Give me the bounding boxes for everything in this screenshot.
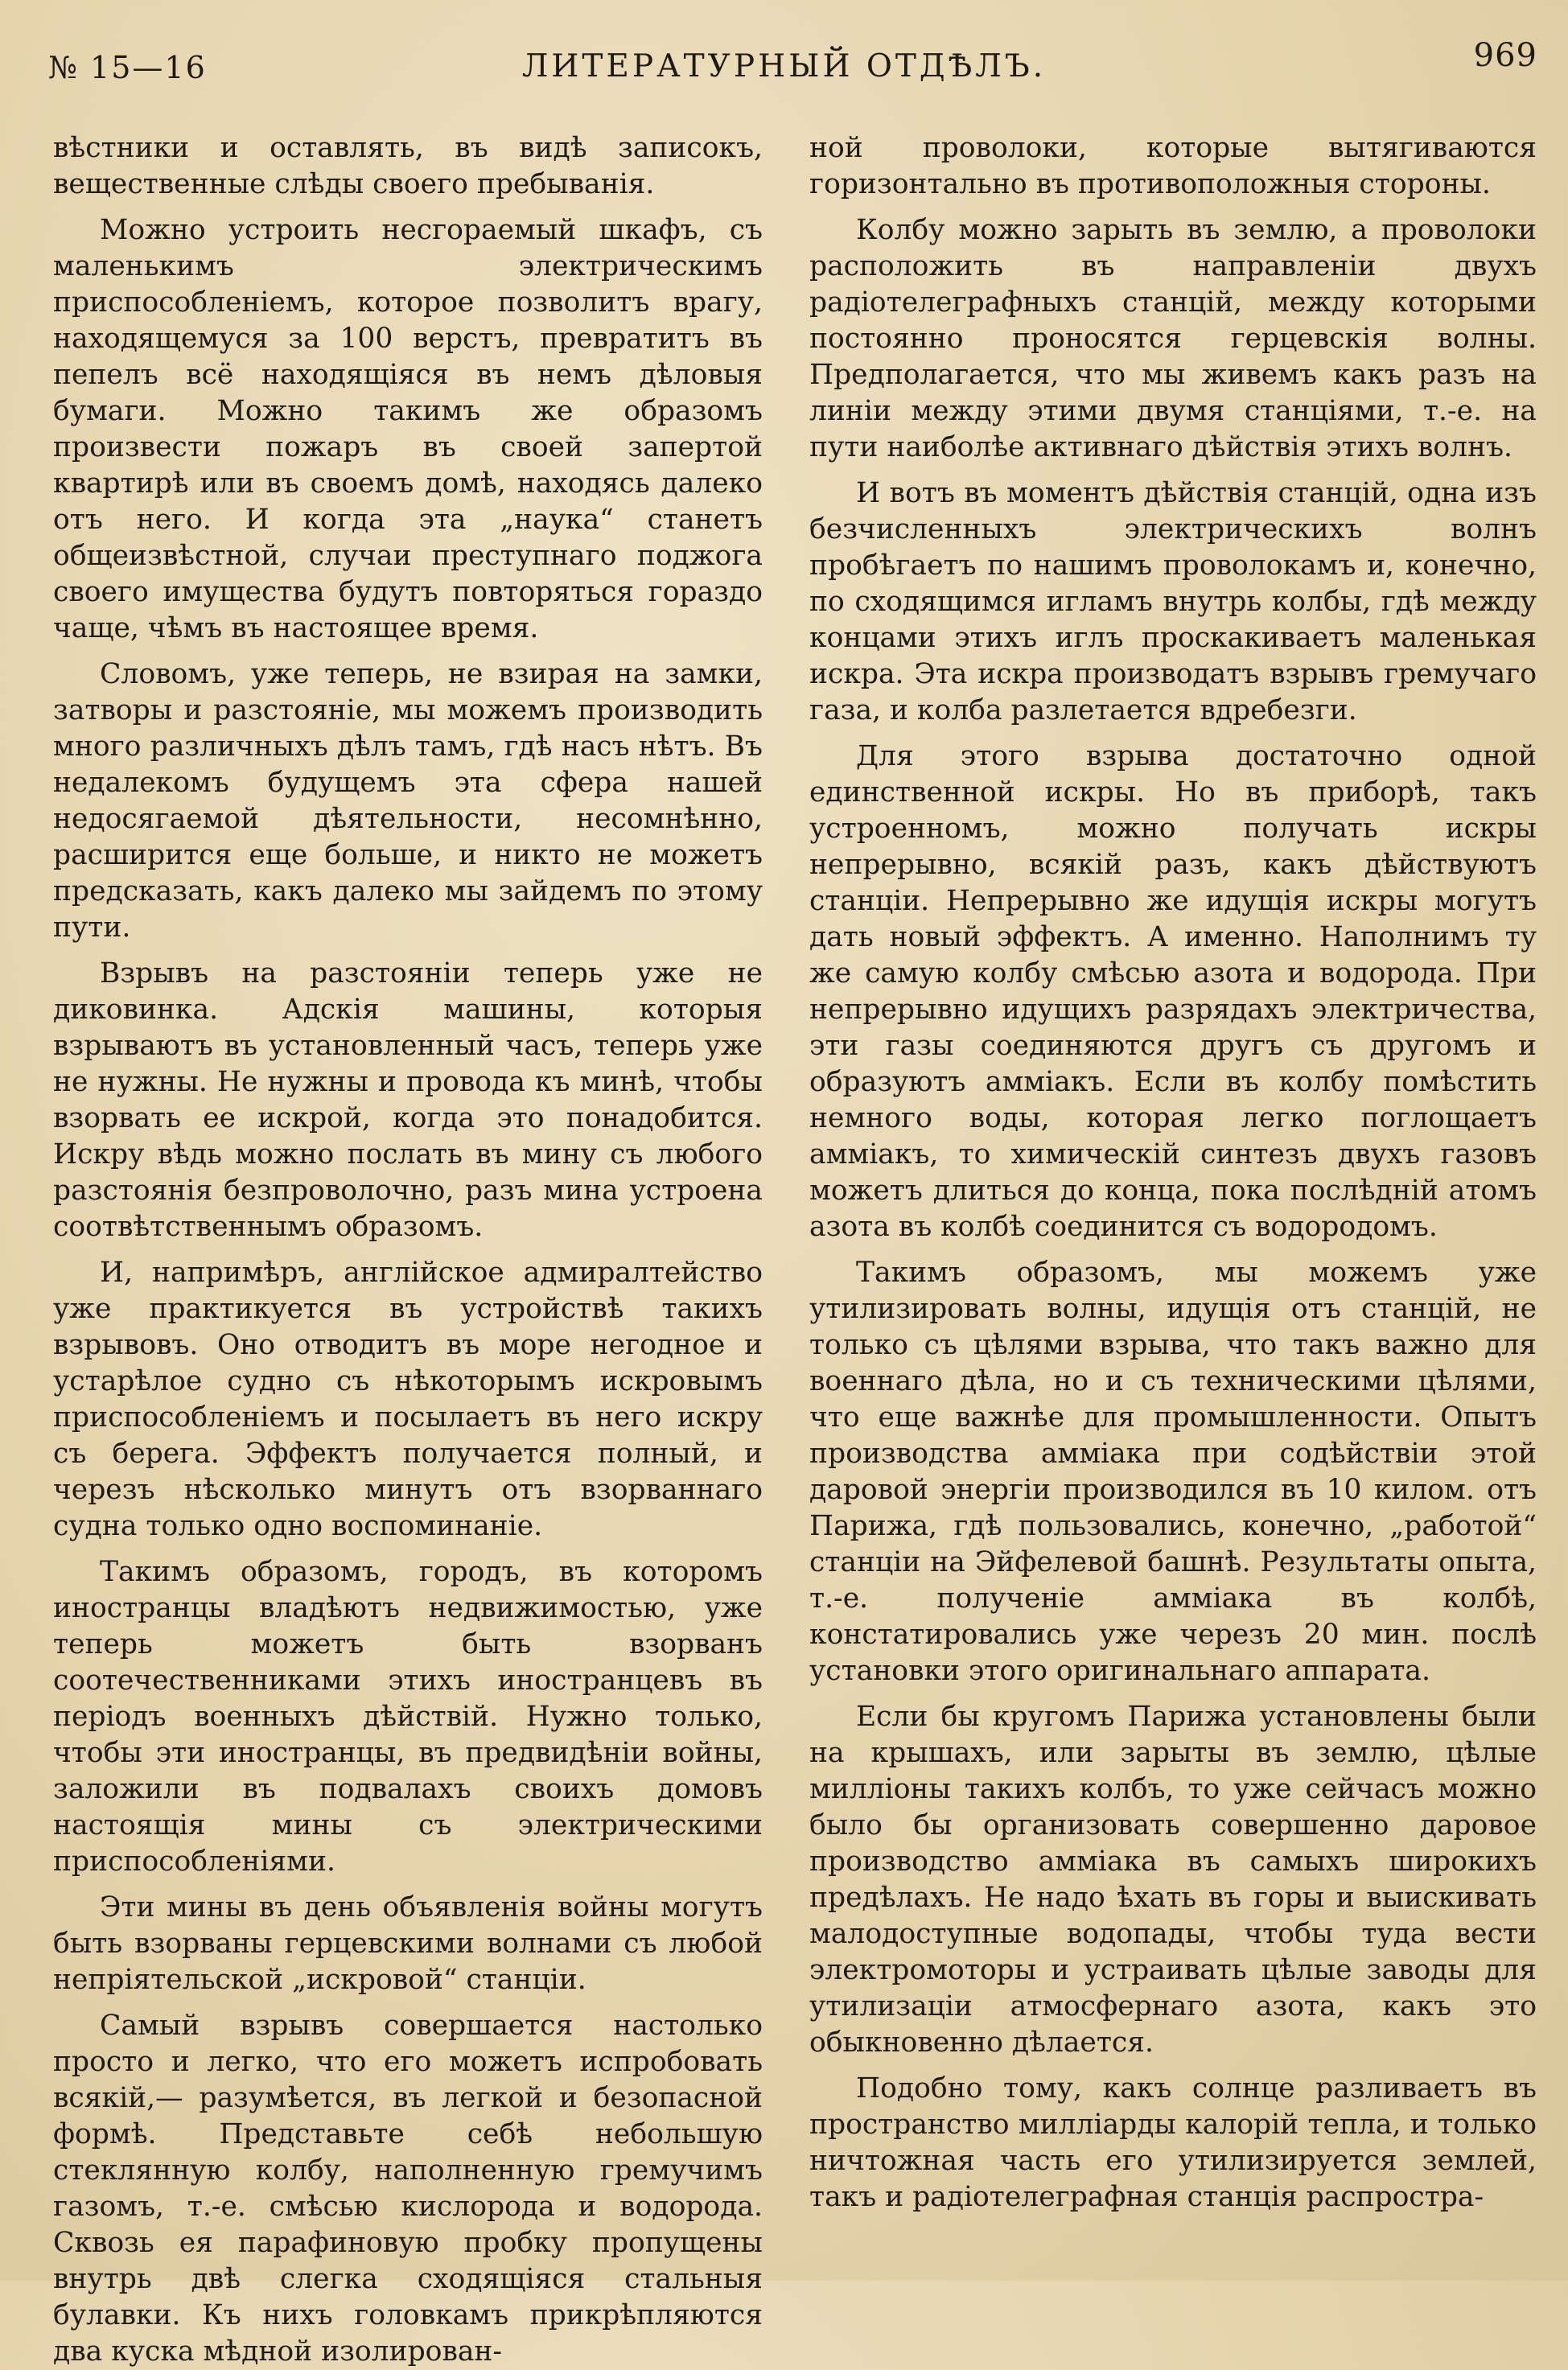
issue-number: № 15—16 xyxy=(48,50,207,85)
paragraph: Самый взрывъ совершается настолько просто и легко, что его можетъ испробовать всякій,— разумѣется, въ легкой и безопасной формѣ. Представьте себѣ небольшую стеклянную колбу, наполненную гремучимъ газомъ, т.-е. смѣсью кислорода и водорода. Сквозь ея парафиновую пробку пропущены внутрь двѣ слегка сходящіяся стальныя булавки. Къ нихъ головкамъ прикрѣпляются два куска мѣдной изолирован- xyxy=(53,2010,763,2368)
paragraph: вѣстники и оставлять, въ видѣ записокъ, вещественные слѣды своего пребыванія. xyxy=(53,132,763,200)
paragraph: Эти мины въ день объявленія войны могутъ быть взорваны герцевскими волнами съ любой непріятельской „искровой“ станціи. xyxy=(53,1891,763,1996)
paragraph: Можно устроить несгораемый шкафъ, съ маленькимъ электрическимъ приспособленіемъ, которое позволитъ врагу, находящемуся за 100 верстъ, превратитъ въ пепелъ всё находящіяся въ немъ дѣловыя бумаги. Можно такимъ же образомъ произвести пожаръ въ своей запертой квартирѣ или въ своемъ домѣ, находясь далеко отъ него. И когда эта „наука“ станетъ общеизвѣстной, случаи преступнаго поджога своего имущества будутъ повторяться гораздо чаще, чѣмъ въ настоящее время. xyxy=(53,214,763,644)
paragraph: Словомъ, уже теперь, не взирая на замки, затворы и разстояніе, мы можемъ производить много различныхъ дѣлъ тамъ, гдѣ насъ нѣтъ. Въ недалекомъ будущемъ эта сфера нашей недосягаемой дѣятельности, несомнѣнно, расширится еще больше, и никто не можетъ предсказать, какъ далеко мы зайдемъ по этому пути. xyxy=(53,658,763,944)
paragraph: Для этого взрыва достаточно одной единственной искры. Но въ приборѣ, такъ устроенномъ, можно получать искры непрерывно, всякій разъ, какъ дѣйствуютъ станціи. Непрерывно же идущія искры могутъ дать новый эффектъ. А именно. Наполнимъ ту же самую колбу смѣсью азота и водорода. При непрерывно идущихъ разрядахъ электричества, эти газы соединяются другъ съ другомъ и образуютъ амміакъ. Если въ колбу помѣстить немного воды, которая легко поглощаетъ амміакъ, то химическій синтезъ двухъ газовъ можетъ длиться до конца, пока послѣдній атомъ азота въ колбѣ соединится съ водородомъ. xyxy=(809,740,1537,1243)
paragraph: Подобно тому, какъ солнце разливаетъ въ пространство милліарды калорій тепла, и только ничтожная часть его утилизируется землей, такъ и радіотелеграфная станція распростра- xyxy=(809,2072,1537,2213)
section-title: ЛИТЕРАТУРНЫЙ ОТДѢЛЪ. xyxy=(521,48,1047,84)
right-column xyxy=(809,130,1537,2270)
paragraph: Такимъ образомъ, мы можемъ уже утилизировать волны, идущія отъ станцій, не только съ цѣлями взрыва, что такъ важно для военнаго дѣла, но и съ техническими цѣлями, что еще важнѣе для промышленности. Опытъ производства амміака при содѣйствіи этой даровой энергіи производился въ 10 килом. отъ Парижа, гдѣ пользовались, конечно, „работой“ станціи на Эйфелевой башнѣ. Результаты опыта, т.-е. полученіе амміака въ колбѣ, констатировались уже черезъ 20 мин. послѣ установки этого оригинальнаго аппарата. xyxy=(809,1257,1537,1687)
paragraph: И, напримѣръ, англійское адмиралтейство уже практикуется въ устройствѣ такихъ взрывовъ. Оно отводитъ въ море негодное и устарѣлое судно съ нѣкоторымъ искровымъ приспособленіемъ и посылаетъ въ него искру съ берега. Эффектъ получается полный, и черезъ нѣсколько минутъ отъ взорваннаго судна только одно воспоминаніе. xyxy=(53,1257,763,1542)
paragraph: Взрывъ на разстояніи теперь уже не диковинка. Адскія машины, которыя взрываютъ въ установленный часъ, теперь уже не нужны. Не нужны и провода къ минѣ, чтобы взорвать ее искрой, когда это понадобится. Искру вѣдь можно послать въ мину съ любого разстоянія безпроволочно, разъ мина устроена соотвѣтственнымъ образомъ. xyxy=(53,957,763,1243)
paragraph: ной проволоки, которые вытягиваются горизонтально въ противоположныя стороны. xyxy=(809,132,1537,200)
paragraph: Если бы кругомъ Парижа установлены были на крышахъ, или зарыты въ землю, цѣлые милліоны такихъ колбъ, то уже сейчасъ можно было бы организовать совершенно даровое производство амміака въ самыхъ широкихъ предѣлахъ. Не надо ѣхать въ горы и выискивать малодоступные водопады, чтобы туда вести электромоторы и устраивать цѣлые заводы для утилизаціи атмосфернаго азота, какъ это обыкновенно дѣлается. xyxy=(809,1701,1537,2059)
left-column xyxy=(53,130,763,2368)
paragraph: Колбу можно зарыть въ землю, а проволоки расположить въ направленіи двухъ радіотелеграфныхъ станцій, между которыми постоянно проносятся герцевскія волны. Предполагается, что мы живемъ какъ разъ на линіи между этими двумя станціями, т.-е. на пути наиболѣе активнаго дѣйствія этихъ волнъ. xyxy=(809,214,1537,463)
paragraph: Такимъ образомъ, городъ, въ которомъ иностранцы владѣютъ недвижимостью, уже теперь можетъ быть взорванъ соотечественниками этихъ иностранцевъ въ періодъ военныхъ дѣйствій. Нужно только, чтобы эти иностранцы, въ предвидѣніи войны, заложили въ подвалахъ своихъ домовъ настоящія мины съ электрическими приспособленіями. xyxy=(53,1556,763,1878)
page-header xyxy=(0,0,1568,121)
page-number: 969 xyxy=(1473,37,1537,74)
paragraph: И вотъ въ моментъ дѣйствія станцій, одна изъ безчисленныхъ электрическихъ волнъ пробѣгаетъ по нашимъ проволокамъ и, конечно, по сходящимся игламъ внутрь колбы, гдѣ между концами этихъ иглъ проскакиваетъ маленькая искра. Эта искра производатъ взрывъ гремучаго газа, и колба разлетается вдребезги. xyxy=(809,477,1537,726)
